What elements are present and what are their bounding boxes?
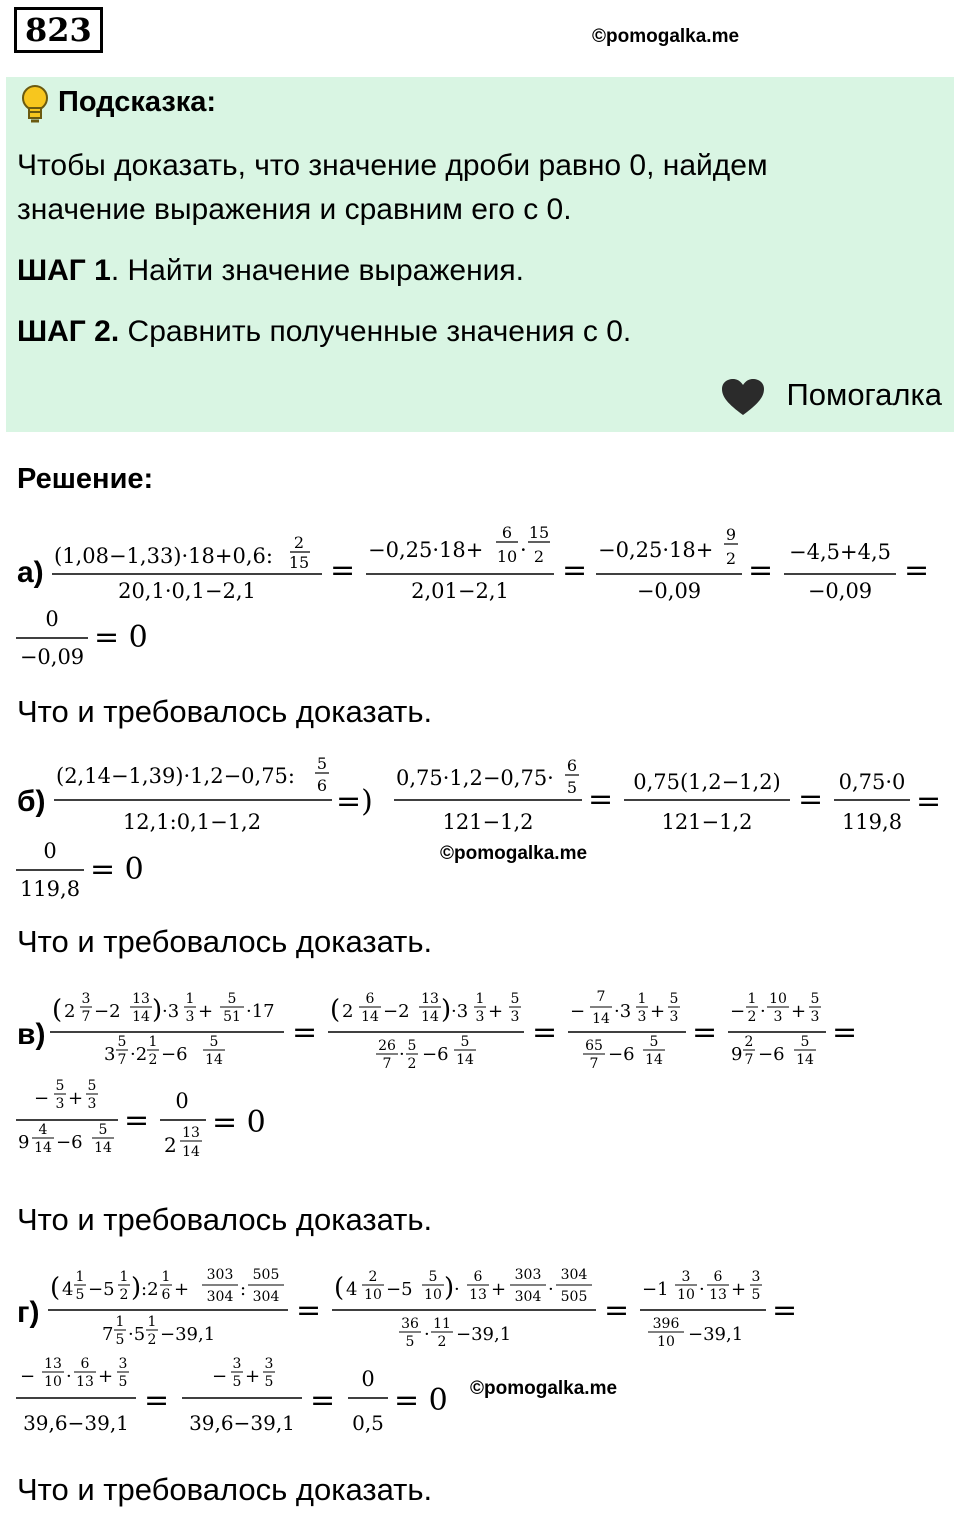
a-f3-num: −0,25·18+ (598, 538, 714, 562)
step-1-text: . Найти значение выражения. (110, 254, 524, 287)
b-f2-frac-den: 5 (566, 778, 578, 797)
hint-line-1: Чтобы доказать, что значение дроби равно 0, найдем (17, 149, 768, 182)
svg-text:−2: −2 (94, 1001, 121, 1022)
svg-text:1: 1 (115, 1314, 125, 1330)
a-result: = 0 (94, 620, 148, 655)
svg-text:65: 65 (585, 1038, 603, 1054)
svg-text:2: 2 (342, 1001, 354, 1022)
svg-text:5: 5 (87, 1078, 97, 1094)
svg-text:): ) (131, 1273, 142, 1303)
svg-text:·3: ·3 (451, 1001, 469, 1022)
svg-text:6: 6 (161, 1287, 171, 1303)
svg-text:2: 2 (148, 1052, 158, 1068)
svg-text:5: 5 (460, 1034, 470, 1050)
svg-text:−5: −5 (386, 1279, 413, 1300)
svg-text:=: = (772, 1293, 798, 1328)
svg-text:3: 3 (637, 1009, 647, 1025)
a-f5-num: 0 (45, 607, 59, 631)
svg-text:=: = (692, 1015, 718, 1050)
step-2-text: Сравнить полученные значения с 0. (119, 315, 632, 348)
svg-text:5: 5 (649, 1034, 659, 1050)
g-f6-num: 0 (361, 1367, 375, 1391)
hint-step-2 (17, 312, 631, 352)
svg-text:−6: −6 (608, 1044, 635, 1065)
a-f1-num-frac-num: 2 (293, 533, 305, 552)
svg-text:5: 5 (264, 1374, 274, 1390)
svg-text:10: 10 (657, 1334, 675, 1350)
g-f5-den: 39,6−39,1 (189, 1411, 295, 1435)
a-f2-f2-den: 2 (533, 547, 545, 566)
svg-text:(: ( (50, 1273, 61, 1303)
brand-name: Помогалка (786, 377, 942, 412)
g-f4-den: 39,6−39,1 (23, 1411, 129, 1435)
part-b-conclusion: Что и требовалось доказать. (17, 924, 433, 959)
svg-text:−: − (34, 1088, 50, 1109)
svg-text:(: ( (334, 1273, 345, 1303)
svg-text:6: 6 (365, 991, 375, 1007)
svg-text:303: 303 (514, 1267, 542, 1283)
svg-text:+: + (245, 1366, 261, 1387)
svg-text:10: 10 (44, 1374, 62, 1390)
svg-text:3: 3 (81, 991, 91, 1007)
svg-text:(: ( (330, 995, 341, 1025)
svg-text:·3: ·3 (162, 1001, 180, 1022)
svg-text:5: 5 (428, 1269, 438, 1285)
part-g-label: г) (17, 1296, 40, 1329)
svg-text:5: 5 (75, 1287, 85, 1303)
svg-text:10: 10 (364, 1287, 382, 1303)
svg-text:2: 2 (147, 1332, 157, 1348)
svg-text:1: 1 (161, 1269, 171, 1285)
part-v-label: в) (17, 1018, 46, 1051)
svg-text:1: 1 (75, 1269, 85, 1285)
a-f2-num: −0,25·18+ (368, 538, 484, 562)
svg-text:14: 14 (421, 1009, 439, 1025)
svg-text:7: 7 (589, 1056, 599, 1072)
svg-text:): ) (444, 1273, 455, 1303)
svg-text:3: 3 (87, 1096, 97, 1112)
svg-text:3: 3 (773, 1009, 783, 1025)
svg-text:5: 5 (117, 1034, 127, 1050)
svg-text:6: 6 (713, 1269, 723, 1285)
svg-text:7: 7 (382, 1056, 392, 1072)
svg-text:304: 304 (560, 1267, 588, 1283)
a-f2-den: 2,01−2,1 (411, 579, 509, 603)
svg-text:·: · (399, 1044, 405, 1065)
svg-text:=: = (330, 553, 356, 588)
part-g-math (0, 1258, 960, 1458)
svg-text:3: 3 (232, 1356, 242, 1372)
svg-text:=: = (532, 1015, 558, 1050)
svg-text:1: 1 (148, 1034, 158, 1050)
svg-text:5: 5 (55, 1078, 65, 1094)
a-f3-frac-den: 2 (725, 549, 737, 568)
a-f2-f1-den: 10 (496, 547, 518, 566)
svg-text:1: 1 (475, 991, 485, 1007)
b-f5-den: 119,8 (19, 877, 81, 901)
svg-text:2: 2 (437, 1334, 447, 1350)
svg-text:5: 5 (800, 1034, 810, 1050)
watermark-3: ©pomogalka.me (470, 1378, 618, 1399)
svg-text:10: 10 (424, 1287, 442, 1303)
step-2-label: ШАГ 2. (17, 315, 120, 348)
svg-text:5: 5 (669, 991, 679, 1007)
svg-text:11: 11 (433, 1316, 451, 1332)
svg-text:−39,1: −39,1 (160, 1324, 216, 1345)
part-v-conclusion: Что и требовалось доказать. (17, 1202, 433, 1237)
svg-text:=: = (798, 782, 824, 817)
svg-text:3: 3 (669, 1009, 679, 1025)
svg-text:−: − (570, 1001, 586, 1022)
svg-text:5: 5 (510, 991, 520, 1007)
svg-text:): ) (441, 995, 452, 1025)
svg-text:−: − (20, 1366, 36, 1387)
a-f5-den: −0,09 (19, 645, 85, 669)
b-f2-den: 121−1,2 (442, 810, 534, 834)
svg-text:·2: ·2 (130, 1044, 148, 1065)
svg-text:·5: ·5 (128, 1324, 146, 1345)
part-b-label: б) (17, 785, 46, 818)
svg-text:7: 7 (81, 1009, 91, 1025)
v-f5-num: 0 (175, 1089, 189, 1113)
svg-text:5: 5 (98, 1122, 108, 1138)
svg-text:+: + (198, 1001, 214, 1022)
svg-text:7: 7 (596, 989, 606, 1005)
svg-text:3: 3 (751, 1269, 761, 1285)
svg-text:2: 2 (407, 1056, 417, 1072)
svg-text:2: 2 (64, 1001, 76, 1022)
svg-text:7: 7 (102, 1324, 114, 1345)
svg-text:1: 1 (119, 1269, 129, 1285)
svg-text:3: 3 (810, 1009, 820, 1025)
solution-title: Решение: (17, 463, 154, 495)
svg-text:5: 5 (810, 991, 820, 1007)
svg-text::: : (240, 1279, 247, 1300)
svg-text:304: 304 (514, 1289, 542, 1305)
b-result: = 0 (90, 852, 144, 887)
svg-text:51: 51 (223, 1009, 241, 1025)
svg-text:5: 5 (751, 1287, 761, 1303)
svg-text:3: 3 (681, 1269, 691, 1285)
svg-text:7: 7 (117, 1052, 127, 1068)
svg-text:13: 13 (44, 1356, 62, 1372)
svg-text:5: 5 (209, 1034, 219, 1050)
svg-text:=: = (916, 784, 942, 819)
v-f5-den-whole: 2 (164, 1133, 177, 1157)
a-f4-num: −4,5+4,5 (789, 540, 891, 564)
svg-text:=: = (604, 1293, 630, 1328)
svg-text:1: 1 (147, 1314, 157, 1330)
b-f2-frac-num: 6 (566, 756, 578, 775)
svg-text:−2: −2 (383, 1001, 410, 1022)
svg-text:14: 14 (796, 1052, 814, 1068)
svg-text:−5: −5 (88, 1279, 115, 1300)
svg-text:=: = (588, 782, 614, 817)
svg-text:=: = (292, 1015, 318, 1050)
part-a-math (0, 510, 960, 680)
svg-text:36: 36 (401, 1316, 419, 1332)
svg-text:4: 4 (38, 1122, 48, 1138)
svg-text:10: 10 (769, 991, 787, 1007)
part-v-math (0, 980, 960, 1190)
svg-text:−1: −1 (642, 1279, 669, 1300)
svg-text:3: 3 (55, 1096, 65, 1112)
part-a-conclusion: Что и требовалось доказать. (17, 694, 433, 729)
svg-text:=: = (124, 1103, 150, 1138)
svg-text:304: 304 (252, 1289, 280, 1305)
svg-text:14: 14 (592, 1011, 610, 1027)
svg-text:=: = (748, 553, 774, 588)
lightbulb-icon (18, 84, 52, 124)
svg-text:·: · (454, 1279, 460, 1300)
a-f1-num-frac-den: 15 (288, 553, 310, 572)
g-f6-den: 0,5 (352, 1411, 384, 1435)
svg-text:): ) (152, 995, 163, 1025)
a-f2-f2-num: 15 (528, 523, 550, 542)
b-f5-num: 0 (43, 839, 57, 863)
svg-text:3: 3 (104, 1044, 116, 1065)
svg-text:1: 1 (747, 991, 757, 1007)
g-f2-den-tail: −39,1 (456, 1324, 512, 1345)
svg-text:13: 13 (132, 991, 150, 1007)
svg-text:26: 26 (378, 1038, 396, 1054)
svg-text:5: 5 (227, 991, 237, 1007)
svg-text:14: 14 (205, 1052, 223, 1068)
svg-text:+: + (731, 1279, 747, 1300)
part-a-label: а) (17, 556, 44, 589)
a-f2-f1-num: 6 (501, 523, 513, 542)
b-f1-frac-num: 5 (316, 754, 328, 773)
svg-text:−6: −6 (161, 1044, 188, 1065)
a-f3-den: −0,09 (636, 579, 702, 603)
b-f4-den: 119,8 (841, 810, 903, 834)
svg-text:+: + (650, 1001, 666, 1022)
a-f1-num: (1,08−1,33)·18+0,6: (54, 544, 273, 568)
svg-text:=: = (904, 553, 930, 588)
svg-text:4: 4 (62, 1279, 74, 1300)
v-result: = 0 (212, 1105, 266, 1140)
svg-text:6: 6 (80, 1356, 90, 1372)
svg-text::2: :2 (141, 1279, 159, 1300)
svg-text:−: − (212, 1366, 228, 1387)
svg-text:−6: −6 (422, 1044, 449, 1065)
step-1-label: ШАГ 1 (17, 254, 111, 287)
v-f5-den-frac-den: 14 (182, 1144, 200, 1160)
svg-text:+: + (791, 1001, 807, 1022)
svg-text:+: + (174, 1279, 190, 1300)
svg-text:304: 304 (206, 1289, 234, 1305)
hint-step-1 (17, 251, 524, 291)
svg-text:=: = (310, 1383, 336, 1418)
svg-text:−: − (730, 1001, 746, 1022)
svg-text:396: 396 (652, 1316, 680, 1332)
svg-text:=: = (296, 1293, 322, 1328)
svg-text:13: 13 (709, 1287, 727, 1303)
hint-title: Подсказка: (58, 86, 217, 118)
svg-text:3: 3 (475, 1009, 485, 1025)
svg-text:7: 7 (744, 1052, 754, 1068)
svg-text:5: 5 (405, 1334, 415, 1350)
b-f4-num: 0,75·0 (838, 770, 906, 794)
part-b-math (0, 745, 960, 910)
svg-text:3: 3 (185, 1009, 195, 1025)
svg-text:14: 14 (645, 1052, 663, 1068)
svg-text:=: = (562, 553, 588, 588)
svg-text:5: 5 (232, 1374, 242, 1390)
svg-text:13: 13 (469, 1287, 487, 1303)
svg-text:·: · (424, 1324, 430, 1345)
svg-text:+: + (488, 1001, 504, 1022)
part-g-conclusion: Что и требовалось доказать. (17, 1472, 433, 1507)
svg-text:−6: −6 (758, 1044, 785, 1065)
hint-line-2: значение выражения и сравним его с 0. (17, 193, 572, 226)
problem-number: 823 (14, 7, 103, 53)
svg-text:5: 5 (407, 1038, 417, 1054)
svg-text:=: = (832, 1015, 858, 1050)
svg-text:·: · (548, 1279, 554, 1300)
svg-text:1: 1 (185, 991, 195, 1007)
heart-icon (720, 378, 766, 418)
b-f1-num: (2,14−1,39)·1,2−0,75: (56, 764, 295, 788)
svg-text:14: 14 (361, 1009, 379, 1025)
svg-text:2: 2 (747, 1009, 757, 1025)
svg-text:2: 2 (744, 1034, 754, 1050)
b-f1-den: 12,1:0,1−1,2 (122, 810, 262, 834)
svg-text:·: · (66, 1366, 72, 1387)
v-f5-den-frac-num: 13 (182, 1125, 200, 1141)
a-f4-den: −0,09 (807, 579, 873, 603)
watermark-2: ©pomogalka.me (440, 843, 588, 864)
svg-text:·: · (520, 538, 527, 562)
svg-text:5: 5 (118, 1374, 128, 1390)
svg-text:14: 14 (132, 1009, 150, 1025)
svg-text:14: 14 (94, 1140, 112, 1156)
svg-text:·: · (699, 1279, 705, 1300)
b-f3-num: 0,75(1,2−1,2) (633, 770, 781, 794)
svg-text:13: 13 (76, 1374, 94, 1390)
svg-text:1: 1 (637, 991, 647, 1007)
svg-text:·17: ·17 (246, 1001, 275, 1022)
svg-text:2: 2 (119, 1287, 129, 1303)
svg-text:9: 9 (731, 1044, 743, 1065)
svg-text:+: + (98, 1366, 114, 1387)
svg-text:2: 2 (368, 1269, 378, 1285)
svg-text:14: 14 (456, 1052, 474, 1068)
svg-text:505: 505 (560, 1289, 588, 1305)
b-f1-frac-den: 6 (316, 776, 328, 795)
b-paren: =) (336, 784, 373, 819)
svg-text:10: 10 (677, 1287, 695, 1303)
svg-text:303: 303 (206, 1267, 234, 1283)
svg-text:−6: −6 (56, 1132, 83, 1153)
g-f3-den-tail: −39,1 (688, 1324, 744, 1345)
svg-text:13: 13 (421, 991, 439, 1007)
svg-text:+: + (491, 1279, 507, 1300)
svg-text:6: 6 (473, 1269, 483, 1285)
g-result: = 0 (394, 1383, 448, 1418)
svg-text:+: + (68, 1088, 84, 1109)
b-f3-den: 121−1,2 (661, 810, 753, 834)
svg-text:(: ( (52, 995, 63, 1025)
svg-text:14: 14 (34, 1140, 52, 1156)
svg-text:=: = (144, 1383, 170, 1418)
svg-text:3: 3 (264, 1356, 274, 1372)
svg-text:9: 9 (18, 1132, 30, 1153)
b-f2-num: 0,75·1,2−0,75· (396, 766, 554, 790)
svg-text:505: 505 (252, 1267, 280, 1283)
a-f1-den: 20,1·0,1−2,1 (118, 579, 256, 603)
a-f3-frac-num: 9 (725, 525, 737, 544)
svg-text:·: · (760, 1001, 766, 1022)
svg-text:3: 3 (118, 1356, 128, 1372)
watermark: ©pomogalka.me (592, 26, 740, 47)
svg-text:3: 3 (510, 1009, 520, 1025)
svg-text:·3: ·3 (614, 1001, 632, 1022)
svg-text:5: 5 (115, 1332, 125, 1348)
svg-text:4: 4 (346, 1279, 358, 1300)
